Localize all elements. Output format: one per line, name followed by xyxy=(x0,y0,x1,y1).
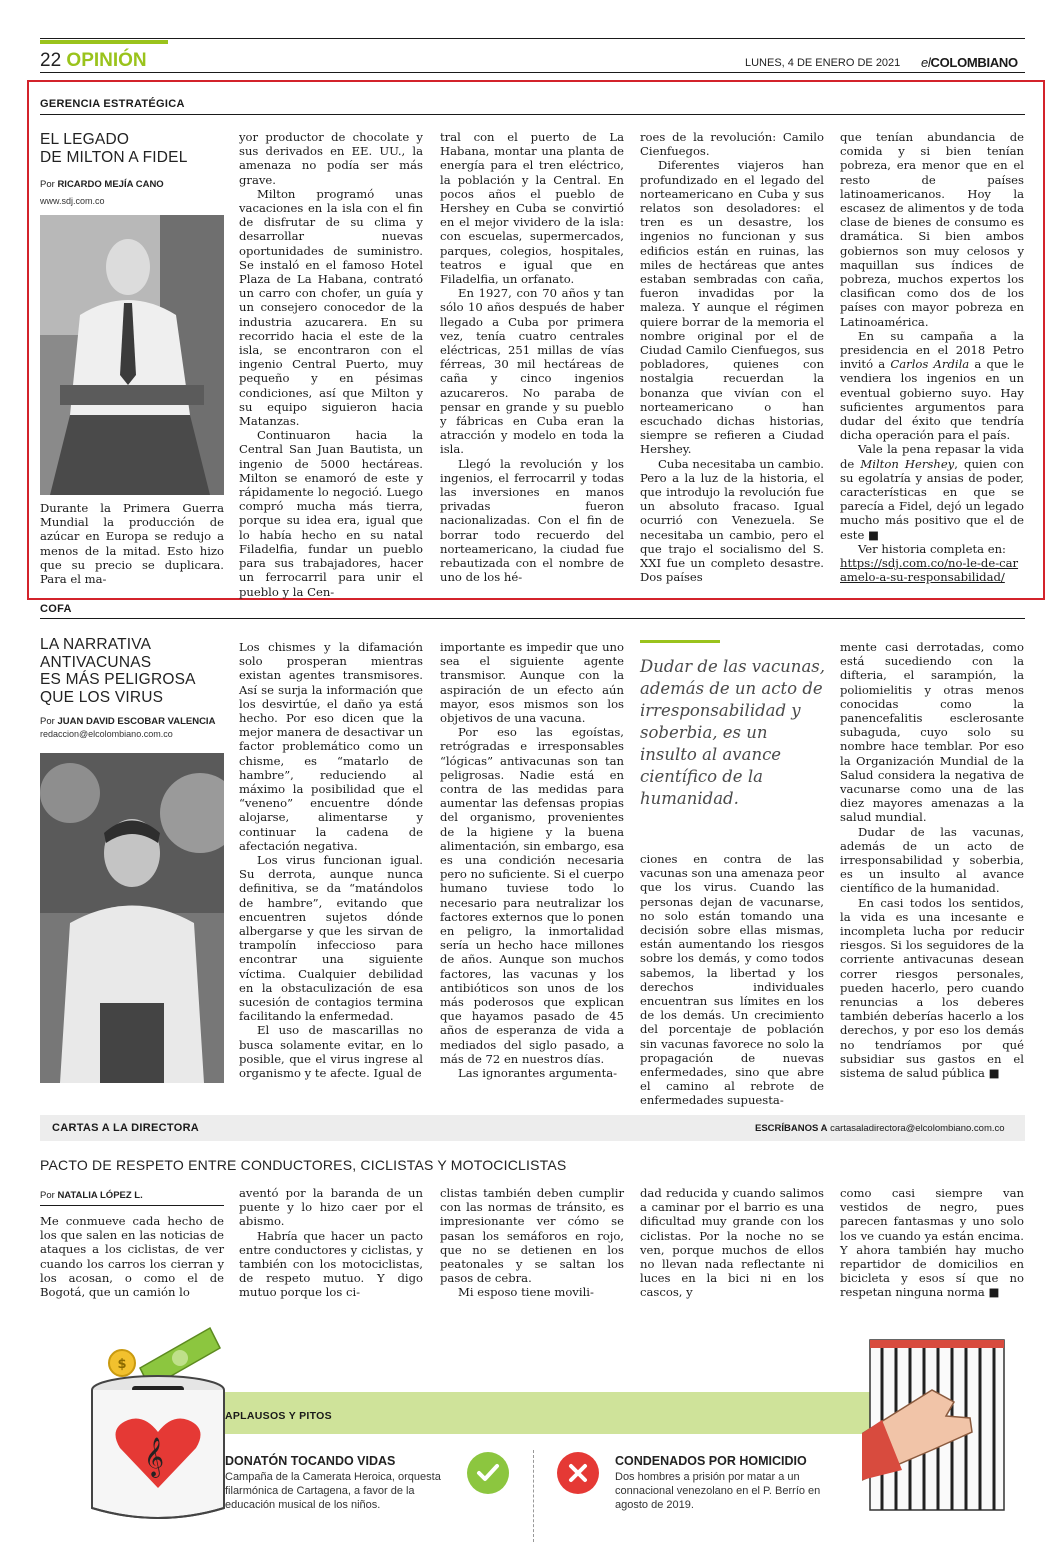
treble-clef-icon: 𝄞 xyxy=(143,1437,165,1477)
article1-kicker: GERENCIA ESTRATÉGICA xyxy=(40,98,185,110)
paragraph xyxy=(840,896,1024,1081)
paragraph xyxy=(840,442,1024,541)
applause-kicker: APLAUSOS Y PITOS xyxy=(225,1410,332,1422)
section-header xyxy=(40,50,147,72)
letters-title: PACTO DE RESPETO ENTRE CONDUCTORES, CICLISTAS Y MOTOCICLISTAS xyxy=(40,1157,567,1173)
applause-right-text: Dos hombres a prisión por matar a un connacional venezolano en el P. Berrío en agosto de 2019. xyxy=(615,1471,821,1511)
applause-divider xyxy=(533,1450,534,1542)
letters-email[interactable]: cartasaladirectora@elcolombiano.com.co xyxy=(830,1123,1005,1134)
text-run: En casi todos los sentidos, la vida es una incesante e incompleta lucha por reducir riesgos. Si los seguidores de la corriente antivacunas desean correr riesgos personales, pueden hacerlo, pero cuando renuncias a los deberes también deberías hacerlo a los derechos, y por eso los demás no tendríamos por qué subsidiar sus gastos en el sistema de salud pública xyxy=(840,895,1024,1081)
article2-author: JUAN DAVID ESCOBAR VALENCIA xyxy=(57,716,216,727)
article1-column-1 xyxy=(40,501,224,586)
article2-column-2 xyxy=(239,640,423,1080)
check-icon xyxy=(467,1452,509,1494)
end-mark: ■ xyxy=(988,1066,1000,1081)
article2-top-rule xyxy=(40,618,1025,619)
paragraph: Las ignorantes argumenta- xyxy=(458,1066,618,1081)
article1-author: RICARDO MEJÍA CANO xyxy=(57,179,164,190)
article1-link[interactable]: https://sdj.com.co/no-le-de-caramelo-a-su-responsabilidad/ xyxy=(840,556,1019,585)
header-top-rule xyxy=(40,38,1025,39)
article2-email: redaccion@elcolombiano.com.co xyxy=(40,729,173,739)
paragraph: Ver historia completa en: xyxy=(858,541,1006,556)
paragraph: roes de la revolución: Camilo Cienfuegos. xyxy=(640,130,824,159)
paragraph: Cuba necesitaba un cambio. Pero a la luz de la historia, el que introdujo la revolución fue un absoluto fracaso. Igual ocurrió con Venezuela. Se necesitaba un cambio, pero el que trajo el socialismo del S. XXI fue un completo desastre. Dos países xyxy=(640,456,824,585)
letters-column-3 xyxy=(440,1186,624,1300)
paragraph: Mi esposo tiene movili- xyxy=(458,1285,594,1300)
article2-title-line: ANTIVACUNAS xyxy=(40,653,152,671)
paragraph: Habría que hacer un pacto entre conductores y ciclistas, y también con los motociclistas, de respeto mutuo. Y digo mutuo porque los ci- xyxy=(239,1228,423,1300)
author-photo-art xyxy=(40,753,224,1083)
paragraph: Dudar de las vacunas, además de un acto de irresponsabilidad y soberbia, es un insulto al avance científico de la humanidad. xyxy=(840,824,1024,896)
paragraph xyxy=(840,1186,1024,1300)
paragraph: mente casi derrotadas, como está sucediendo con la difteria, el sarampión, la poliomielitis y otras menos conocidas como la panencefalitis esclerosante subaguda, cuyo solo su nombre hace temblar. Por eso la Organización Mundial de la Salud considera la negativa de vacunarse como una de las diez mayores amenazas a la salud mundial. xyxy=(840,640,1024,825)
brand-logo xyxy=(921,55,1018,70)
applause-right-title: CONDENADOS POR HOMICIDIO xyxy=(615,1454,807,1468)
paragraph: aventó por la baranda de un puente y lo hizo caer por el abismo. xyxy=(239,1186,423,1229)
letters-column-2 xyxy=(239,1186,423,1300)
article2-column-3 xyxy=(440,640,624,1080)
paragraph: Por eso las egoístas, retrógradas e irresponsables “lógicas” antivacunas son tan peligrosas. Nadie está en contra de las medidas para aumentar las defensas propias del organismo, provenientes de la higiene y la buena alimentación, sin embargo, esa es una condición necesaria pero no suficiente. Si el cuerpo humano tuviese todo lo necesario para neutralizar los factores externos que lo ponen en peligro, la inmortalidad sería un hecho hace millones de años. Aunque son muchos factores, las vacunas y los antibióticos son unos de los más poderosos que explican que hayamos pasado de 45 años de esperanza de vida a mediados del siglo pasado, a más de 72 en nuestros días. xyxy=(440,725,624,1066)
letters-author: NATALIA LÓPEZ L. xyxy=(57,1190,143,1201)
italic-name: Milton Hershey xyxy=(860,456,955,471)
article1-column-2 xyxy=(239,130,423,599)
article2-byline xyxy=(40,716,215,727)
letters-byline xyxy=(40,1190,143,1201)
article1-site: www.sdj.com.co xyxy=(40,196,105,206)
letters-write-label: ESCRÍBANOS A xyxy=(755,1123,828,1134)
paragraph: ciones en contra de las vacunas son una amenaza peor que los virus. Cuando las personas dejan de vacunarse, no solo están tomando una decisión sobre ellas mismas, están aumentando los riesgos sobre los demás, y como todos sabemos, la libertad y los derechos individuales encuentran sus límites en los de los demás. Un crecimiento del porcentaje de población sin vacunas favorece no solo la propagación de nuevas enfermedades, sino que abre el camino al rebrote de enfermedades supuesta- xyxy=(640,852,824,1108)
pullquote-accent xyxy=(640,640,720,643)
article1-title-line: DE MILTON A FIDEL xyxy=(40,148,188,166)
article2-title-line: ES MÁS PELIGROSA xyxy=(40,671,196,688)
paragraph: Continuaron hacia la Central San Juan Bautista, un ingenio de 5000 hectáreas. Milton se enamoró de este y rápidamente lo negoció. Luego compró mucha más tierra, porque su idea era, igual que lo había hecho en su natal Filadelfia, fundar un pueblo para sus trabajadores, hacer un ferrocarril para unir el pueblo y la Cen- xyxy=(239,428,423,599)
article1-column-3 xyxy=(440,130,624,585)
author-photo xyxy=(40,753,224,1083)
section-accent-bar xyxy=(40,40,168,44)
text-run: como casi siempre van vestidos de negro, pues parecen fantasmas y uno solo los ve cuando ya están encima. Y ahora también hay mucho repartidor de domicilios en bicicleta y esos sí que no respetan ninguna norma xyxy=(840,1186,1024,1300)
by-prefix: Por xyxy=(40,716,55,727)
by-prefix: Por xyxy=(40,1190,55,1201)
article1-title xyxy=(40,131,188,166)
article2-kicker: COFA xyxy=(40,603,72,615)
brand-name: COLOMBIANO xyxy=(930,55,1018,70)
paragraph: que tenían abundancia de comida y si bien tenían pobreza, era menor que en el resto de países latinoamericanos. Hoy la escasez de alimentos y de toda clase de bienes de consumo es dramática. Si bien ambos gobiernos son muy celosos y maquillan sus índices de pobreza, muchos expertos los clasifican como dos de los países con mayor pobreza en Latinoamérica. xyxy=(840,130,1024,329)
paragraph: El uso de mascarillas no busca solamente evitar, en lo posible, que el virus ingrese al organismo y te afecte. Igual de xyxy=(239,1023,423,1081)
author-photo-art xyxy=(40,215,224,495)
article1-title-line: EL LEGADO xyxy=(40,131,130,148)
letters-column-5 xyxy=(840,1186,1024,1300)
article1-top-rule xyxy=(40,114,1025,115)
letters-contact xyxy=(755,1123,1005,1134)
text-run: En su campaña a la presidencia en el 2018 Petro invitó a xyxy=(840,328,1024,372)
paragraph: Me conmueve cada hecho de los que salen en las noticias de ataques a los ciclistas, de ver cuando los carros los cierran y los acosan, o como el de Bogotá, que un camión lo xyxy=(40,1214,224,1300)
end-mark: ■ xyxy=(868,527,879,542)
applause-left-text: Campaña de la Camerata Heroica, orquesta filarmónica de Cartagena, a favor de la educación musical de los niños. xyxy=(225,1471,441,1511)
article1-column-5 xyxy=(840,130,1024,585)
cross-icon xyxy=(557,1452,599,1494)
paragraph: importante es impedir que uno sea el siguiente agente transmisor. Aunque con la aspiración de un efecto aún mayor, esos mismos son los objetivos de una vacuna. xyxy=(440,640,624,726)
text-run: , quien con su egolatría y ansias de poder, características en que se parecía a Fidel, dejó un legado mucho más positivo que el de este xyxy=(840,456,1024,542)
svg-text:$: $ xyxy=(117,1357,127,1372)
end-mark: ■ xyxy=(988,1285,1000,1300)
paragraph: yor productor de chocolate y sus derivados en EE. UU., la amenaza no podía ser más grave. xyxy=(239,130,423,187)
text-run: a que le vendiera los ingenios en un eventual gobierno suyo. Hay suficientes argumentos para dudar del éxito que tendría dicha operación para el país. xyxy=(840,357,1025,443)
article2-column-4 xyxy=(640,852,824,1108)
section-name: OPINIÓN xyxy=(66,50,147,71)
paragraph: dad reducida y cuando salimos a caminar por el barrio es una dificultad muy grande con los ciclistas. Por la noche no se ven, porque muchos de ellos no llevan nada reflectante ni luces en la bici ni en los cascos, y xyxy=(640,1186,824,1300)
letters-kicker: CARTAS A LA DIRECTORA xyxy=(52,1122,200,1134)
paragraph: Diferentes viajeros han profundizado en el legado del norteamericano en Cuba y sus relatos son desoladores: el tren es un desastre, los ingenios no funcionan y sus edificios están en ruinas, las miles de hectáreas que antes estaban sembradas con caña, fueron invadidas por la maleza. Y aunque el régimen quiere borrar de la memoria el nombre original por el de Ciudad Camilo Cienfuegos, sus pobladores, quienes con nostalgia recuerdan la bonanza que vivían con el norteamericano o han escuchado dichas historias, siempre se refieren a Ciudad Hershey. xyxy=(640,158,824,457)
paragraph: clistas también deben cumplir con las normas de tránsito, es impresionante ver cómo se pasan los semáforos en rojo, que no se detienen en los peatonales y se saltan los pasos de cebra. xyxy=(440,1186,624,1286)
header-bottom-rule xyxy=(40,72,1025,73)
article1-byline xyxy=(40,179,164,190)
letters-column-1 xyxy=(40,1214,224,1299)
author-photo xyxy=(40,215,224,495)
paragraph: Durante la Primera Guerra Mundial la producción de azúcar en Europa se redujo a menos de la mitad. Esto hizo que su precio se duplicara. Para el ma- xyxy=(40,501,224,587)
paragraph: Los virus funcionan igual. Su derrota, aunque nunca definitiva, se da “matándolos de hambre”, evitando que encuentren sujetos dónde albergarse y que les sirvan de trampolín infeccioso para encontrar una siguiente víctima. Cualquier debilidad en la obstaculización de esa sucesión de contagios termina facilitando la enfermedad. xyxy=(239,853,423,1024)
by-prefix: Por xyxy=(40,179,55,190)
paragraph: Los chismes y la difamación solo prosperan mientras existan agentes transmisores. Así se surja la información que los desvirtúe, el daño ya está hecho. Por eso dicen que la mejor manera de desactivar un factor problemático como un chisme, es “matarlo de hambre”, reduciendo al máximo la posibilidad que el “veneno” encuentre dónde alojarse, alimentarse y continuar la cadena de afectación negativa. xyxy=(239,640,423,853)
italic-name: Carlos Ardila xyxy=(890,357,970,372)
article1-column-4 xyxy=(640,130,824,585)
prison-bars-illustration xyxy=(862,1320,1012,1520)
page-number: 22 xyxy=(40,50,62,71)
paragraph: Llegó la revolución y los ingenios, el ferrocarril y todas las inversiones en manos privadas fueron nacionalizadas. Con el fin de borrar todo recuerdo del norteamericano, la ciudad fue rebautizada con el nombre de uno de los hé- xyxy=(440,456,624,585)
pullquote: Dudar de las vacunas, además de un acto de irresponsabilidad y soberbia, es un insulto al avance científico de la humanidad. xyxy=(640,657,825,808)
letters-column-4 xyxy=(640,1186,824,1300)
article2-title xyxy=(40,636,196,706)
paragraph: Milton programó unas vacaciones en la isla con el fin de disfrutar de su clima y desarrollar nuevas oportunidades de suministro. Se instaló en el famoso Hotel Plaza de La Habana, contrató un carro con chofer, un guía y un consejero conocedor de la industria azucarera. En su recorrido hacia el este de la isla, se encontraron con el ingenio Central Puerto, muy pequeño y en pésimas condiciones, así que Milton y su equipo siguieron hacia Matanzas. xyxy=(239,186,423,429)
letters-byline-rule xyxy=(40,1205,224,1206)
coin-icon xyxy=(109,1350,135,1376)
text-run: Vale la pena repasar la vida de xyxy=(840,442,1024,471)
brand-prefix: el xyxy=(921,55,931,70)
issue-date: LUNES, 4 DE ENERO DE 2021 xyxy=(745,57,901,69)
article2-title-line: LA NARRATIVA xyxy=(40,636,152,653)
paragraph xyxy=(840,329,1024,443)
paragraph: En 1927, con 70 años y tan sólo 10 años después de haber llegado a Cuba por primera vez, tenía cuatro centrales eléctricas, 251 millas de vías férreas, 30 mil hectáreas de caña y cinco ingenios azucareros. No paraba de pensar en grande y su pueblo y fábricas en Cuba eran la atracción y modelo en toda la isla. xyxy=(440,286,624,457)
donation-can-illustration xyxy=(80,1318,240,1528)
article2-column-5 xyxy=(840,640,1024,1080)
article2-title-line: QUE LOS VIRUS xyxy=(40,688,164,706)
applause-left-title: DONATÓN TOCANDO VIDAS xyxy=(225,1454,396,1468)
paragraph: tral con el puerto de La Habana, montar una planta de energía para el tren eléctrico, la población y la Central. En pocos años el pueblo de Hershey en Cuba se convirtió en el mejor vividero de la isla: con escuelas, supermercados, parques, colegios, hospitales, teatros e igual que en Filadelfia, un orfanato. xyxy=(440,130,624,287)
